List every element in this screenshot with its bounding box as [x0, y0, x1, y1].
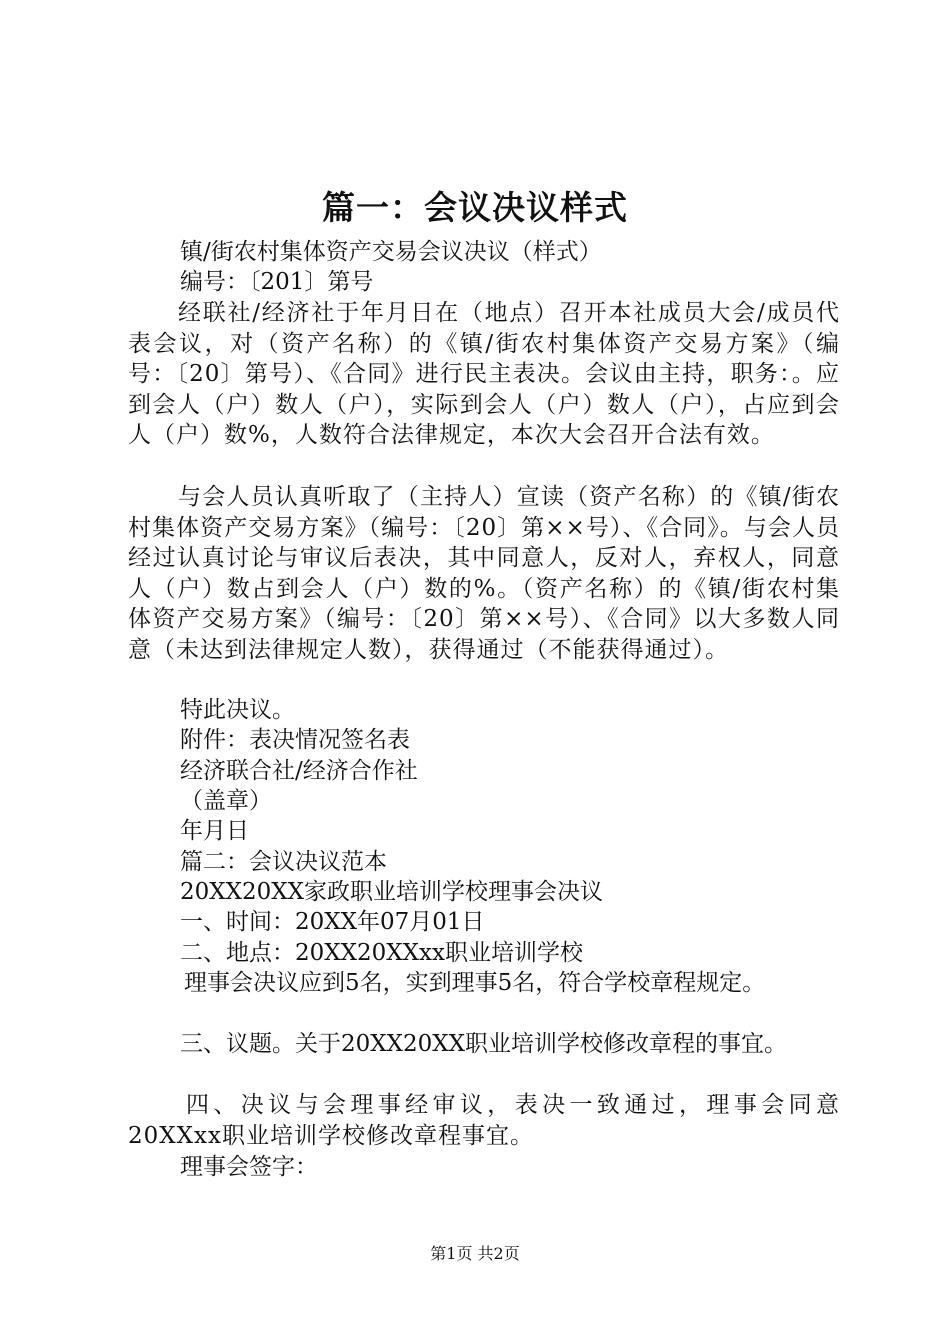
- school-resolution-title: 20XX20XX家政职业培训学校理事会决议: [180, 879, 604, 905]
- attachment-line: 附件：表决情况签名表: [180, 727, 410, 753]
- document-title: 篇一：会议决议样式: [322, 188, 628, 227]
- topic-line: 三、议题。关于20XX20XX职业培训学校修改章程的事宜。: [180, 1031, 788, 1057]
- number-line: 编号：〔201〕第号: [180, 269, 374, 295]
- attendance-line: 理事会决议应到5名，实到理事5名，符合学校章程规定。: [184, 970, 766, 996]
- seal-line: （盖章）: [180, 788, 272, 814]
- part-two-heading: 篇二：会议决议范本: [180, 849, 387, 875]
- place-line: 二、地点：20XX20XXxx职业培训学校: [180, 940, 583, 966]
- page-footer: 第1页 共2页: [430, 1244, 520, 1263]
- paragraph-voting-result: 与会人员认真听取了（主持人）宣读（资产名称）的《镇/街农村集体资产交易方案》（编号：〔20〕第××号）、《合同》。与会人员经过认真讨论与审议后表决，其中同意人，反对人，弃权人，同意人（户）数占到会人（户）数的%。（资产名称）的《镇/街农村集体资产交易方案》（编号：〔20〕第××号）、《合同》以大多数人同意（未达到法律规定人数），获得通过（不能获得通过）。: [128, 484, 840, 663]
- time-line: 一、时间：20XX年07月01日: [180, 909, 485, 935]
- subtitle-line: 镇/街农村集体资产交易会议决议（样式）: [180, 239, 602, 265]
- paragraph-resolution: 四、决议与会理事经审议，表决一致通过，理事会同意20XXxx职业培训学校修改章程事宜。: [128, 1092, 840, 1149]
- organization-line: 经济联合社/经济合作社: [180, 758, 418, 784]
- resolved-line: 特此决议。: [180, 697, 295, 723]
- signature-line: 理事会签字：: [180, 1154, 318, 1180]
- paragraph-meeting-details: 经联社/经济社于年月日在（地点）召开本社成员大会/成员代表会议，对（资产名称）的《镇/街农村集体资产交易方案》（编号：〔20〕第号）、《合同》进行民主表决。会议由主持，职务：。应到会人（户）数人（户），实际到会人（户）数人（户），占应到会人（户）数%，人数符合法律规定，本次大会召开合法有效。: [128, 300, 840, 449]
- date-line: 年月日: [180, 818, 249, 844]
